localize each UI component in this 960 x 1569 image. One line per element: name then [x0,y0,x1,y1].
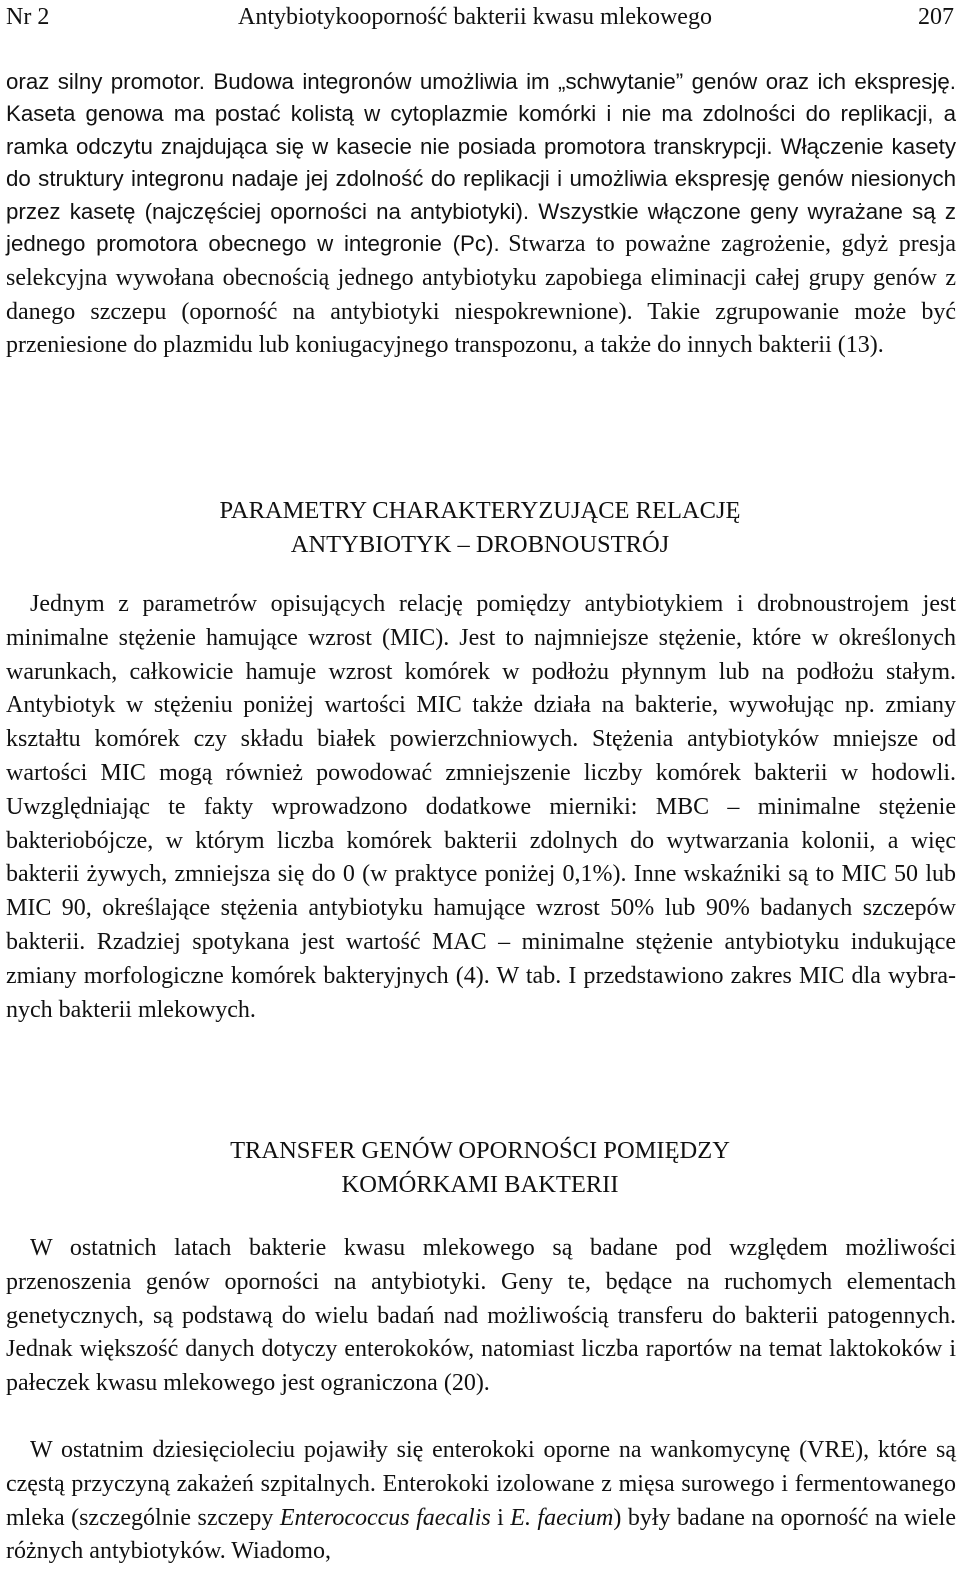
species-name-enterococcus-faecalis: Enterococcus faecalis [279,1504,491,1531]
gene-transfer-paragraph-1: W ostatnich latach bakterie kwasu mlekowego są badane pod względem możliwości przenoszenia genów oporności na antybiotyki. Geny te, będące na ruchomych elementach genetycznych, są podstawą do wielu badań nad możliwością transferu do bakterii patogennych. Jednak większość danych dotyczy enterokoków, natomiast liczba raportów na temat laktokoków i pałeczek kwasu mlekowego jest ograniczona (20). [6,1235,956,1397]
intro-paragraph-part-b: Stwarza to poważne zagrożenie, gdyż presja selekcyjna wywołana obecnością jednego antybiotyku zapobiega eliminacji całej grupy genów z danego szczepu (oporność na antybiotyki niespokrewnione). Takie zgrupowanie może być przeniesione do plazmidu lub koniugacyjnego transpozonu, a także do innych bakterii (13). [6,231,957,359]
section-heading-gene-transfer [0,1134,960,1202]
running-header [6,0,954,34]
page-number: 207 [918,3,954,30]
intro-paragraph-part-a: oraz silny promotor. Budowa integronów umożliwia im „schwytanie” genów oraz ich ekspresję. Kaseta genowa ma postać kolistą w cytoplazmie komórki i nie ma zdolności do replikacji, a ramka odczytu znajdująca się w kasecie nie posiada promotora transkrypcji. Włączenie kasety do struktury integronu nadaje jej zdolność do replikacji i umożliwia ekspresję genów niesionych przez kasetę (najczęściej oporności na antybiotyki). Wszystkie włączone geny wyrażane są z jednego promotora obecnego w integronie (Pc). [6,69,956,257]
intro-paragraph [6,66,956,363]
section-heading-gene-transfer-line-1: TRANSFER GENÓW OPORNOŚCI POMIĘDZY [230,1137,730,1164]
section-heading-mic-line-1: PARAMETRY CHARAKTERYZUJĄCE RELACJĘ [219,497,741,524]
gene-transfer-paragraph-2 [6,1434,956,1569]
section-heading-mic-line-2: ANTYBIOTYK – DROBNOUSTRÓJ [290,531,670,558]
gene-transfer-paragraph-2-part-b: i [497,1504,504,1531]
running-title: Antybiotykooporność bakterii kwasu mlekowego [238,3,712,30]
section-heading-gene-transfer-line-2: KOMÓRKAMI BAKTERII [341,1171,619,1198]
mic-paragraph: Jednym z parametrów opisujących relację pomiędzy antybiotykiem i drobnoustrojem jest minimalne stężenie hamujące wzrost (MIC). Jest to najmniejsze stężenie, które w określonych warunkach, całkowicie hamuje wzrost komórek w podłożu płynnym lub na podłożu stałym. Antybiotyk w stężeniu poniżej wartości MIC także działa na bakterie, wywołując np. zmiany kształtu komórek czy składu białek powierzchniowych. Stężenia antybiotyków mniejsze od wartości MIC mogą również powodować zmniejszenie liczby komórek bakterii w hodowli. Uwzględniając te fakty wprowadzono dodatkowe mierniki: MBC – minimalne stężenie bakteriobójcze, w którym liczba komórek bakterii zdolnych do wytwarzania kolonii, a więc bakterii żywych, zmniejsza się do 0 (w praktyce poniżej 0,1%). Inne wskaźniki są to MIC 50 lub MIC 90, określające stężenia antybiotyku hamujące wzrost 50% lub 90% badanych szczepów bakterii. Rzadziej spotykana jest wartość MAC – minimalne stężenie antybiotyku indukujące zmiany morfologiczne komórek bakteryjnych (4). W tab. I przedstawiono zakres MIC dla wybranych bakterii mlekowych. [6,591,956,1023]
section-heading-mic [0,494,960,562]
gene-transfer-paragraph-2-part-a: W ostatnim dziesięcioleciu pojawiły się enterokoki oporne na wankomycynę (VRE), które są częstą przyczyną zakażeń szpitalnych. Enterokoki izolowane z mięsa surowego i fermentowanego mleka (szczególnie szczepy [6,1437,956,1531]
journal-issue: Nr 2 [6,3,50,30]
gene-transfer-paragraph-2-part-c: ) były badane na oporność na wiele różnych antybiotyków. Wiadomo, [6,1504,956,1565]
species-name-e-faecium: E. faecium [510,1504,614,1531]
